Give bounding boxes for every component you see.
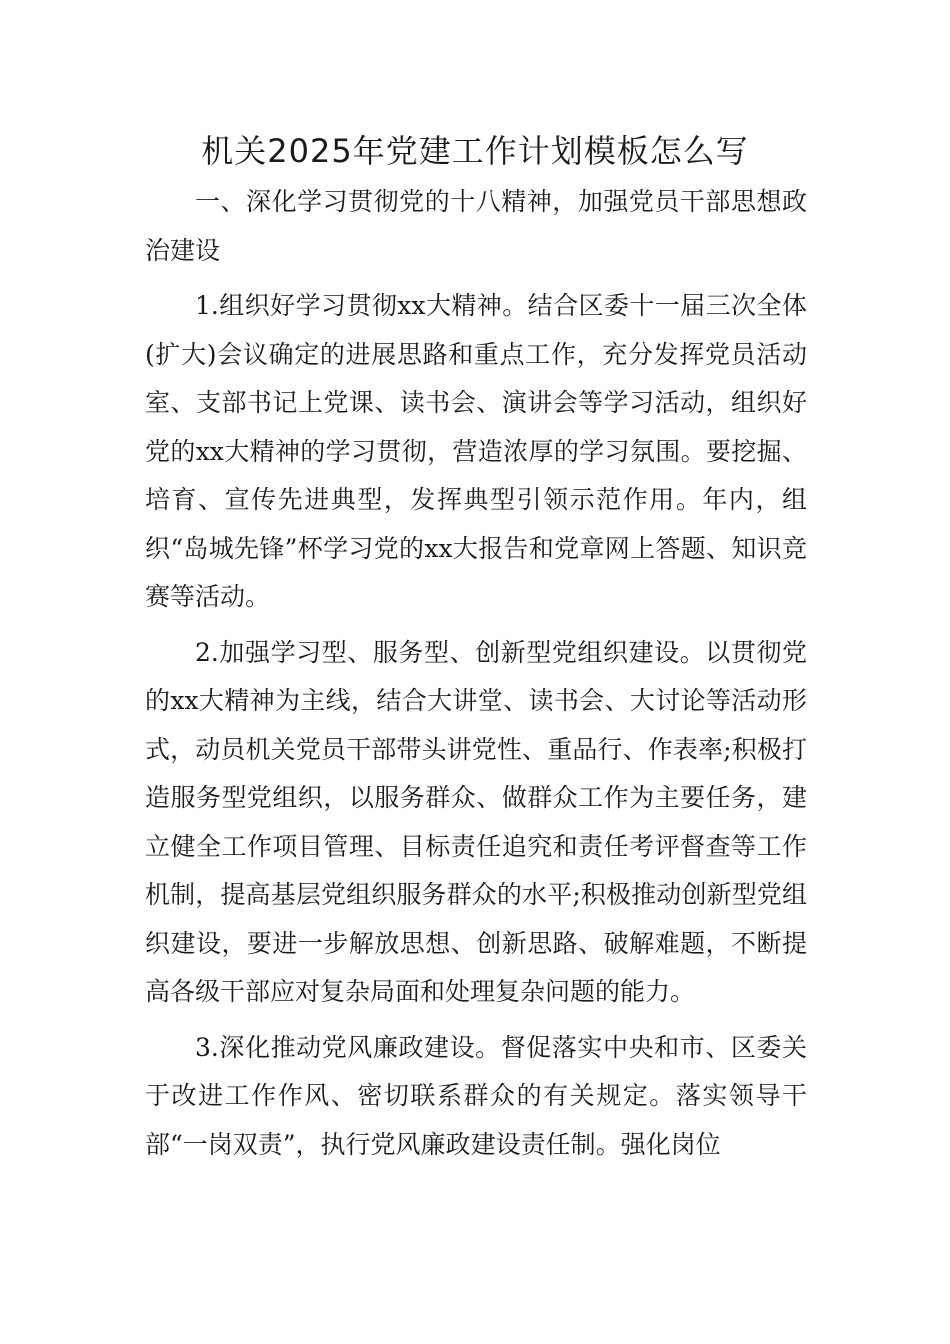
paragraph-item-2: 2.加强学习型、服务型、创新型党组织建设。以贯彻党的xx大精神为主线，结合大讲堂、读书会、大讨论等活动形式，动员机关党员干部带头讲党性、重品行、作表率;积极打造服务型党组织，以服务群众、做群众工作为主要任务，建立健全工作项目管理、目标责任追究和责任考评督查等工作机制，提高基层党组织服务群众的水平;积极推动创新型党组织建设，要进一步解放思想、创新思路、破解难题，不断提高各级干部应对复杂局面和处理复杂问题的能力。 (145, 637, 807, 1006)
document-title: 机关2025年党建工作计划模板怎么写 (201, 132, 749, 170)
paragraph-section-heading: 一、深化学习贯彻党的十八精神，加强党员干部思想政治建设 (145, 187, 807, 265)
paragraph-item-3: 3.深化推动党风廉政建设。督促落实中央和市、区委关于改进工作作风、密切联系群众的有关规定。落实领导干部“一岗双责”，执行党风廉政建设责任制。强化岗位 (145, 1032, 807, 1159)
document-body (145, 178, 807, 1176)
paragraph-item-1: 1.组织好学习贯彻xx大精神。结合区委十一届三次全体(扩大)会议确定的进展思路和重点工作，充分发挥党员活动室、支部书记上党课、读书会、演讲会等学习活动，组织好党的xx大精神的学习贯彻，营造浓厚的学习氛围。要挖掘、培育、宣传先进典型，发挥典型引领示范作用。年内，组织“岛城先锋”杯学习党的xx大报告和党章网上答题、知识竞赛等活动。 (145, 291, 807, 611)
